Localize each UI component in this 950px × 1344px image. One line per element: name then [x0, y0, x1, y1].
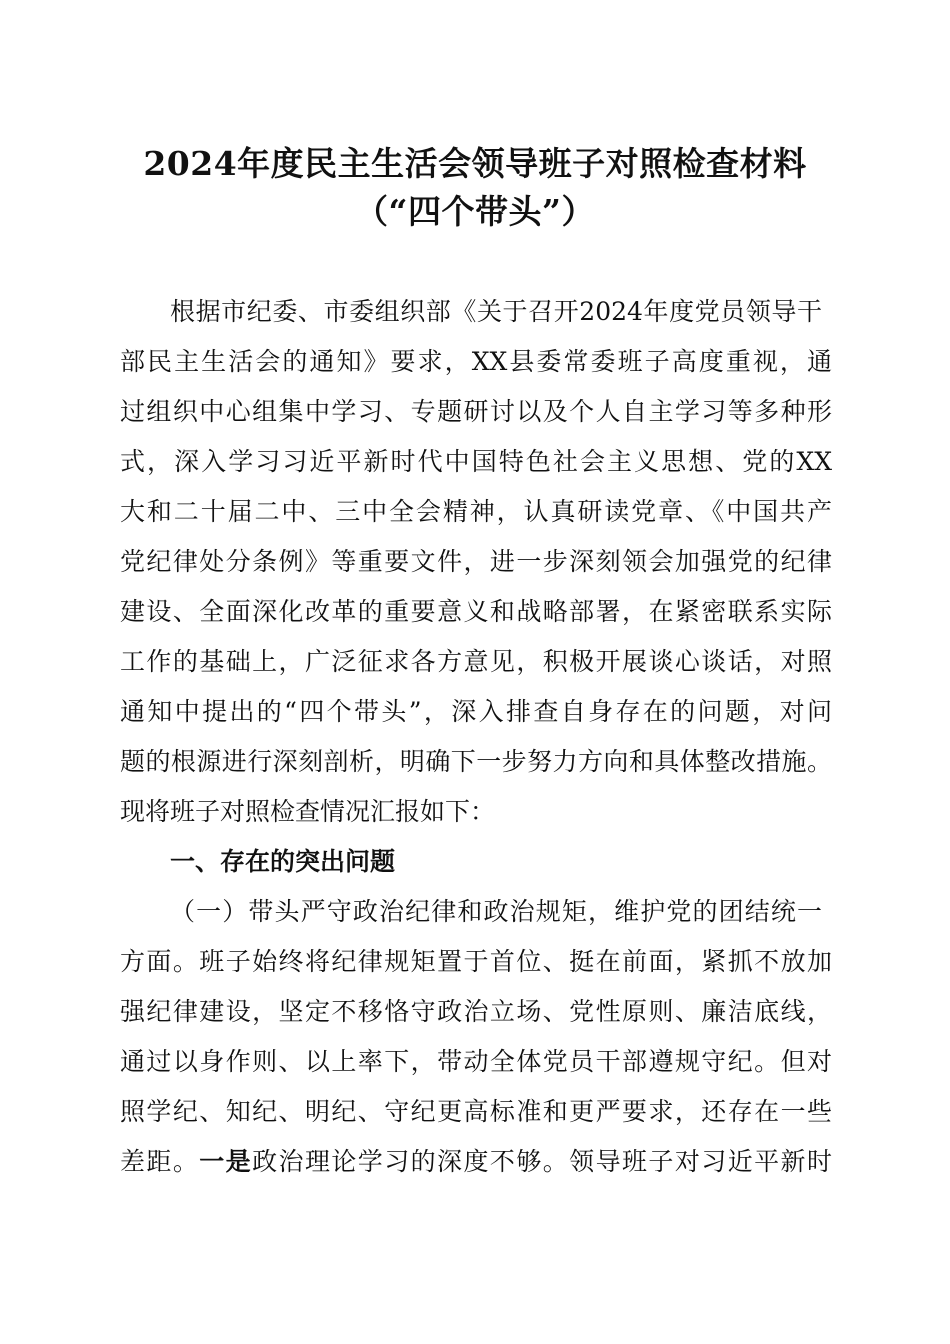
- section-heading: 一、存在的突出问题: [170, 847, 396, 876]
- emphasis-label: 一是: [199, 1147, 253, 1176]
- document-subtitle: （“四个带头”）: [355, 192, 595, 231]
- paragraph-line: 照学纪、知纪、明纪、守纪更高标准和更严要求，还存在一些: [120, 1097, 832, 1126]
- paragraph-line: 强纪律建设，坚定不移恪守政治立场、党性原则、廉洁底线，: [120, 997, 832, 1026]
- paragraph-line: 根据市纪委、市委组织部《关于召开2024年度党员领导干: [170, 297, 822, 326]
- paragraph-line: 题的根源进行深刻剖析，明确下一步努力方向和具体整改措施。: [120, 747, 832, 776]
- paragraph-line: 方面。班子始终将纪律规矩置于首位、挺在前面，紧抓不放加: [120, 947, 832, 976]
- paragraph-line: 建设、全面深化改革的重要意义和战略部署，在紧密联系实际: [120, 597, 832, 626]
- paragraph-line: （一）带头严守政治纪律和政治规矩，维护党的团结统一: [170, 897, 822, 926]
- paragraph-line: 工作的基础上，广泛征求各方意见，积极开展谈心谈话，对照: [120, 647, 832, 676]
- paragraph-line: 过组织中心组集中学习、专题研讨以及个人自主学习等多种形: [120, 397, 832, 426]
- paragraph-line: [120, 1146, 832, 1178]
- paragraph-line: 大和二十届二中、三中全会精神，认真研读党章、《中国共产: [120, 497, 832, 526]
- paragraph-line: 通知中提出的“四个带头”，深入排查自身存在的问题，对问: [120, 697, 832, 726]
- paragraph-line: 部民主生活会的通知》要求，XX县委常委班子高度重视，通: [120, 347, 832, 376]
- line-lead-text: 差距。: [120, 1147, 200, 1176]
- paragraph-line: 式，深入学习习近平新时代中国特色社会主义思想、党的XX: [120, 447, 832, 476]
- paragraph-line: 通过以身作则、以上率下，带动全体党员干部遵规守纪。但对: [120, 1047, 832, 1076]
- paragraph-line: 现将班子对照检查情况汇报如下：: [120, 797, 496, 826]
- document-title: 2024年度民主生活会领导班子对照检查材料: [143, 144, 807, 183]
- line-rest-text: 政治理论学习的深度不够。领导班子对习近平新时: [252, 1147, 832, 1176]
- paragraph-line: 党纪律处分条例》等重要文件，进一步深刻领会加强党的纪律: [120, 547, 832, 576]
